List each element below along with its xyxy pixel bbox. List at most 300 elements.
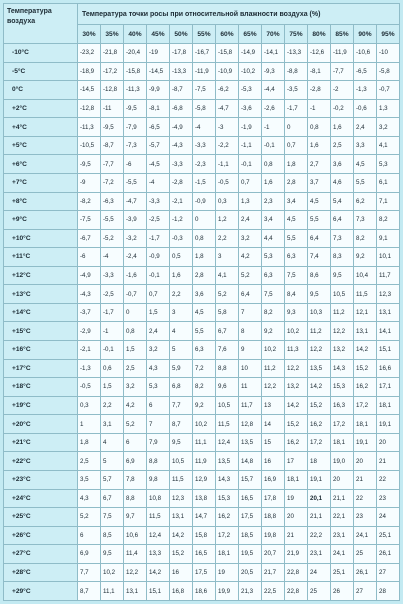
table-cell: 1,6: [331, 118, 353, 136]
table-cell: 7,1: [377, 193, 399, 211]
table-cell: -3,5: [285, 81, 307, 99]
table-row: [4, 378, 399, 396]
row-temperature-label: +2°C: [4, 100, 77, 118]
table-cell: -1: [308, 100, 330, 118]
table-row: [4, 155, 399, 173]
table-cell: -1: [262, 118, 284, 136]
table-cell: -12,6: [308, 44, 330, 62]
table-cell: 17,5: [239, 508, 261, 526]
table-cell: -6,5: [147, 118, 169, 136]
table-cell: -7,2: [101, 174, 123, 192]
table-cell: 6,8: [170, 378, 192, 396]
table-cell: -4,7: [216, 100, 238, 118]
table-cell: -14,1: [262, 44, 284, 62]
table-cell: 4,5: [285, 211, 307, 229]
table-cell: 16,3: [331, 397, 353, 415]
table-cell: 5,2: [78, 508, 100, 526]
table-cell: 6,2: [354, 193, 376, 211]
table-cell: -5,3: [239, 81, 261, 99]
table-cell: 2,8: [193, 267, 215, 285]
table-cell: -8,8: [285, 63, 307, 81]
table-cell: -8,2: [78, 193, 100, 211]
table-cell: 11,2: [331, 304, 353, 322]
table-cell: 1,6: [262, 174, 284, 192]
table-cell: 0,5: [170, 248, 192, 266]
row-temperature-label: +21°C: [4, 434, 77, 452]
table-cell: 12,9: [193, 471, 215, 489]
table-cell: 2,7: [308, 155, 330, 173]
table-cell: -11: [101, 100, 123, 118]
table-cell: 13,5: [308, 360, 330, 378]
table-cell: -20,4: [124, 44, 146, 62]
table-cell: -9,5: [101, 118, 123, 136]
table-cell: -6,5: [354, 63, 376, 81]
table-cell: 21,1: [308, 508, 330, 526]
table-cell: 11,5: [170, 471, 192, 489]
table-row: [4, 564, 399, 582]
table-cell: 14,1: [377, 322, 399, 340]
table-cell: 21: [285, 527, 307, 545]
table-cell: 4,4: [262, 230, 284, 248]
row-temperature-label: +29°C: [4, 582, 77, 600]
table-cell: 13,5: [239, 434, 261, 452]
table-cell: 17,2: [354, 397, 376, 415]
table-cell: -14,5: [147, 63, 169, 81]
table-cell: 5,2: [239, 267, 261, 285]
table-cell: 11,9: [193, 452, 215, 470]
table-cell: 2,3: [262, 193, 284, 211]
table-cell: 5,5: [285, 230, 307, 248]
table-cell: 5,7: [101, 471, 123, 489]
table-cell: 0,8: [308, 118, 330, 136]
table-cell: 2,2: [170, 285, 192, 303]
table-cell: -5,8: [377, 63, 399, 81]
table-cell: -3,3: [193, 137, 215, 155]
table-cell: 4,3: [78, 490, 100, 508]
table-cell: 8: [239, 322, 261, 340]
table-cell: -2,5: [147, 211, 169, 229]
table-cell: 25,1: [331, 564, 353, 582]
table-cell: 7: [239, 304, 261, 322]
table-cell: 9,2: [193, 397, 215, 415]
table-cell: 4,1: [216, 267, 238, 285]
table-cell: 6: [147, 397, 169, 415]
table-cell: 20: [377, 434, 399, 452]
dew-point-table-container: [3, 3, 400, 601]
table-cell: -6,3: [101, 193, 123, 211]
table-cell: 13,1: [377, 304, 399, 322]
table-row: [4, 322, 399, 340]
table-cell: 27: [354, 582, 376, 600]
table-cell: -7,5: [193, 81, 215, 99]
table-cell: -19: [147, 44, 169, 62]
table-cell: -6: [124, 155, 146, 173]
table-cell: 3,6: [193, 285, 215, 303]
table-cell: 21,9: [285, 545, 307, 563]
table-cell: 13,2: [331, 341, 353, 359]
table-cell: -7,5: [78, 211, 100, 229]
table-cell: -4,9: [78, 267, 100, 285]
table-row: [4, 527, 399, 545]
row-temperature-label: +24°C: [4, 490, 77, 508]
table-row: [4, 193, 399, 211]
table-cell: 0: [124, 304, 146, 322]
table-cell: 5,3: [262, 248, 284, 266]
table-cell: -1,7: [285, 100, 307, 118]
table-row: [4, 44, 399, 62]
table-cell: 18,1: [354, 415, 376, 433]
table-cell: 16,9: [262, 471, 284, 489]
column-header: 70%: [262, 25, 284, 43]
table-cell: 4,2: [239, 248, 261, 266]
table-cell: -15,8: [216, 44, 238, 62]
table-cell: 2,2: [101, 397, 123, 415]
table-cell: 16: [262, 452, 284, 470]
humidity-header-title: Температура точки росы при относительной влажности воздуха (%): [78, 4, 399, 24]
table-cell: 6: [78, 527, 100, 545]
table-cell: -15,8: [124, 63, 146, 81]
table-cell: 17: [285, 452, 307, 470]
table-cell: 15,3: [331, 378, 353, 396]
table-cell: -23,2: [78, 44, 100, 62]
table-cell: 16,6: [377, 360, 399, 378]
table-cell: 5,3: [147, 378, 169, 396]
table-row: [4, 211, 399, 229]
column-header: 50%: [170, 25, 192, 43]
table-cell: 15,7: [239, 471, 261, 489]
table-cell: 1,8: [285, 155, 307, 173]
table-cell: -5,7: [147, 137, 169, 155]
table-cell: 11,5: [147, 508, 169, 526]
table-cell: 8,5: [101, 527, 123, 545]
table-cell: 27: [377, 564, 399, 582]
table-cell: -10,2: [239, 63, 261, 81]
table-cell: 24: [377, 508, 399, 526]
table-cell: 5,4: [331, 193, 353, 211]
table-cell: 11,1: [101, 582, 123, 600]
table-cell: 8,8: [147, 452, 169, 470]
table-cell: 3,7: [308, 174, 330, 192]
table-cell: 26,1: [377, 545, 399, 563]
table-cell: 19,1: [354, 434, 376, 452]
table-cell: -3,9: [124, 211, 146, 229]
row-temperature-label: +16°C: [4, 341, 77, 359]
table-cell: 18: [308, 452, 330, 470]
table-row: [4, 118, 399, 136]
table-cell: 12,3: [170, 490, 192, 508]
table-cell: 15,2: [308, 397, 330, 415]
table-cell: 11,2: [262, 360, 284, 378]
table-row: [4, 304, 399, 322]
table-cell: 22,2: [308, 527, 330, 545]
table-cell: 15,1: [377, 341, 399, 359]
row-temperature-label: +14°C: [4, 304, 77, 322]
table-cell: 5,2: [216, 285, 238, 303]
row-temperature-label: +22°C: [4, 452, 77, 470]
table-cell: -0,9: [147, 248, 169, 266]
table-row: [4, 360, 399, 378]
table-cell: -6,2: [216, 81, 238, 99]
table-cell: 16,5: [193, 545, 215, 563]
table-cell: 1,5: [124, 341, 146, 359]
column-header: 60%: [216, 25, 238, 43]
table-cell: 13,1: [170, 508, 192, 526]
row-temperature-label: +5°C: [4, 137, 77, 155]
table-row: [4, 508, 399, 526]
table-cell: -10,5: [78, 137, 100, 155]
table-cell: 2,8: [285, 174, 307, 192]
column-header: 65%: [239, 25, 261, 43]
table-cell: 19,1: [377, 415, 399, 433]
table-cell: -1,9: [239, 118, 261, 136]
table-cell: 0: [285, 118, 307, 136]
table-cell: 13: [262, 397, 284, 415]
row-temperature-label: +17°C: [4, 360, 77, 378]
table-cell: 26,1: [354, 564, 376, 582]
column-header: 45%: [147, 25, 169, 43]
table-cell: 13,8: [193, 490, 215, 508]
table-cell: -2,1: [78, 341, 100, 359]
table-cell: 13,5: [216, 452, 238, 470]
row-temperature-label: +15°C: [4, 322, 77, 340]
table-row: [4, 582, 399, 600]
table-cell: 5,8: [216, 304, 238, 322]
table-cell: -11,9: [193, 63, 215, 81]
header-row-title: [4, 4, 399, 24]
table-cell: 10,2: [262, 341, 284, 359]
table-cell: -0,7: [377, 81, 399, 99]
table-cell: 7,4: [308, 248, 330, 266]
table-cell: 6,4: [331, 211, 353, 229]
table-cell: 4: [101, 434, 123, 452]
row-temperature-label: +28°C: [4, 564, 77, 582]
table-cell: 21,3: [239, 582, 261, 600]
table-cell: 0,8: [262, 155, 284, 173]
table-cell: 7,2: [193, 360, 215, 378]
table-cell: 22,1: [331, 508, 353, 526]
table-cell: -1,3: [354, 81, 376, 99]
table-cell: -17,8: [170, 44, 192, 62]
table-cell: -2,3: [193, 155, 215, 173]
table-cell: -3: [216, 118, 238, 136]
table-cell: -2: [331, 81, 353, 99]
table-cell: 0,8: [193, 230, 215, 248]
table-cell: -6: [78, 248, 100, 266]
table-cell: -13,3: [285, 44, 307, 62]
table-cell: -21,8: [101, 44, 123, 62]
row-temperature-label: +10°C: [4, 230, 77, 248]
table-cell: -0,5: [216, 174, 238, 192]
table-cell: 2,5: [331, 137, 353, 155]
column-header: 35%: [101, 25, 123, 43]
table-cell: 17,8: [262, 490, 284, 508]
table-cell: 17,2: [216, 527, 238, 545]
table-cell: 4,3: [147, 360, 169, 378]
column-header: 95%: [377, 25, 399, 43]
table-cell: 24: [308, 564, 330, 582]
table-cell: 11,2: [308, 322, 330, 340]
table-row: [4, 100, 399, 118]
table-cell: 7: [147, 415, 169, 433]
table-cell: -10,6: [354, 44, 376, 62]
table-cell: 20: [354, 452, 376, 470]
table-row: [4, 545, 399, 563]
table-cell: -3,7: [78, 304, 100, 322]
table-cell: 20,7: [262, 545, 284, 563]
table-cell: -5,5: [124, 174, 146, 192]
table-cell: 3,4: [285, 193, 307, 211]
table-cell: 1,8: [78, 434, 100, 452]
table-cell: 5,5: [308, 211, 330, 229]
table-cell: -3,3: [147, 193, 169, 211]
row-temperature-label: +12°C: [4, 267, 77, 285]
table-cell: -4,3: [170, 137, 192, 155]
table-cell: 20,1: [308, 490, 330, 508]
table-cell: -0,3: [170, 230, 192, 248]
table-cell: -1,6: [124, 267, 146, 285]
table-cell: 16,2: [216, 508, 238, 526]
table-cell: 9: [239, 341, 261, 359]
column-header: 55%: [193, 25, 215, 43]
table-cell: 0,3: [78, 397, 100, 415]
table-cell: -1,7: [147, 230, 169, 248]
table-cell: 18,6: [193, 582, 215, 600]
table-cell: 13,1: [124, 582, 146, 600]
row-temperature-label: +11°C: [4, 248, 77, 266]
column-header: 80%: [308, 25, 330, 43]
table-cell: 6,4: [308, 230, 330, 248]
table-cell: -4,4: [262, 81, 284, 99]
table-cell: 15,3: [216, 490, 238, 508]
table-cell: 12,3: [377, 285, 399, 303]
table-cell: 8,7: [78, 582, 100, 600]
table-cell: -12,8: [101, 81, 123, 99]
table-cell: 12,2: [285, 360, 307, 378]
table-cell: -9,3: [262, 63, 284, 81]
table-cell: 2,5: [124, 360, 146, 378]
table-cell: 10,5: [170, 452, 192, 470]
table-cell: 1,3: [377, 100, 399, 118]
table-cell: 8,2: [262, 304, 284, 322]
table-cell: 11,7: [377, 267, 399, 285]
table-row: [4, 230, 399, 248]
table-cell: 9,8: [147, 471, 169, 489]
table-cell: 12,2: [124, 564, 146, 582]
table-cell: 15,2: [170, 545, 192, 563]
table-cell: 1,5: [101, 378, 123, 396]
table-cell: -4,3: [78, 285, 100, 303]
table-cell: -10: [377, 44, 399, 62]
table-cell: -1,1: [239, 137, 261, 155]
column-header: 30%: [78, 25, 100, 43]
table-cell: 0,7: [285, 137, 307, 155]
table-cell: -4,7: [124, 193, 146, 211]
table-cell: 6,3: [262, 267, 284, 285]
table-cell: -2,5: [101, 285, 123, 303]
table-cell: 25: [354, 545, 376, 563]
column-header: 75%: [285, 25, 307, 43]
table-cell: -2,1: [170, 193, 192, 211]
table-cell: 22,5: [262, 582, 284, 600]
table-cell: -3,3: [170, 155, 192, 173]
table-cell: 15,1: [147, 582, 169, 600]
table-cell: -4,9: [170, 118, 192, 136]
table-row: [4, 397, 399, 415]
table-cell: 7,3: [331, 230, 353, 248]
table-cell: 20,5: [239, 564, 261, 582]
table-cell: -1,3: [78, 360, 100, 378]
table-cell: -3,6: [239, 100, 261, 118]
table-cell: -2,8: [170, 174, 192, 192]
table-body: [4, 44, 399, 600]
row-temperature-label: +6°C: [4, 155, 77, 173]
table-cell: -4: [101, 248, 123, 266]
table-cell: -11,3: [124, 81, 146, 99]
table-cell: -4: [147, 174, 169, 192]
row-temperature-label: +18°C: [4, 378, 77, 396]
table-cell: 8,8: [216, 360, 238, 378]
row-temperature-label: +25°C: [4, 508, 77, 526]
row-temperature-label: +9°C: [4, 211, 77, 229]
table-cell: 7,5: [285, 267, 307, 285]
table-cell: 9,5: [170, 434, 192, 452]
table-cell: 9,5: [101, 545, 123, 563]
table-cell: 24,1: [331, 545, 353, 563]
table-cell: 7,7: [170, 397, 192, 415]
table-cell: 3,2: [124, 378, 146, 396]
table-cell: -8,1: [147, 100, 169, 118]
table-cell: -8,7: [101, 137, 123, 155]
table-cell: 6,1: [377, 174, 399, 192]
table-cell: 9,7: [124, 508, 146, 526]
table-cell: 0: [193, 211, 215, 229]
column-header: 40%: [124, 25, 146, 43]
table-cell: 3,6: [331, 155, 353, 173]
table-cell: 9,3: [285, 304, 307, 322]
table-cell: 6,3: [193, 341, 215, 359]
table-cell: 4,6: [331, 174, 353, 192]
table-cell: 11,4: [124, 545, 146, 563]
table-cell: -9,5: [78, 155, 100, 173]
table-cell: 14,2: [285, 397, 307, 415]
table-cell: 7,6: [216, 341, 238, 359]
table-cell: 5,2: [124, 415, 146, 433]
table-cell: 17,5: [193, 564, 215, 582]
table-cell: 25: [308, 582, 330, 600]
table-cell: 7,9: [147, 434, 169, 452]
table-cell: 14,7: [193, 508, 215, 526]
table-cell: 9,2: [262, 322, 284, 340]
table-cell: 6,4: [239, 285, 261, 303]
table-cell: 14,2: [354, 341, 376, 359]
table-cell: 3,2: [377, 118, 399, 136]
table-cell: -7,7: [101, 155, 123, 173]
table-cell: 1,6: [170, 267, 192, 285]
table-cell: 2,4: [354, 118, 376, 136]
table-cell: 15,2: [285, 415, 307, 433]
table-cell: 7,7: [78, 564, 100, 582]
table-cell: -14,9: [239, 44, 261, 62]
table-cell: 18,1: [216, 545, 238, 563]
table-cell: 16,2: [285, 434, 307, 452]
table-cell: -9,5: [124, 100, 146, 118]
table-cell: 17,2: [308, 434, 330, 452]
table-cell: 12,1: [354, 304, 376, 322]
table-cell: 4,1: [377, 137, 399, 155]
table-cell: -7,7: [331, 63, 353, 81]
table-cell: 9,1: [377, 230, 399, 248]
table-cell: 7,3: [354, 211, 376, 229]
